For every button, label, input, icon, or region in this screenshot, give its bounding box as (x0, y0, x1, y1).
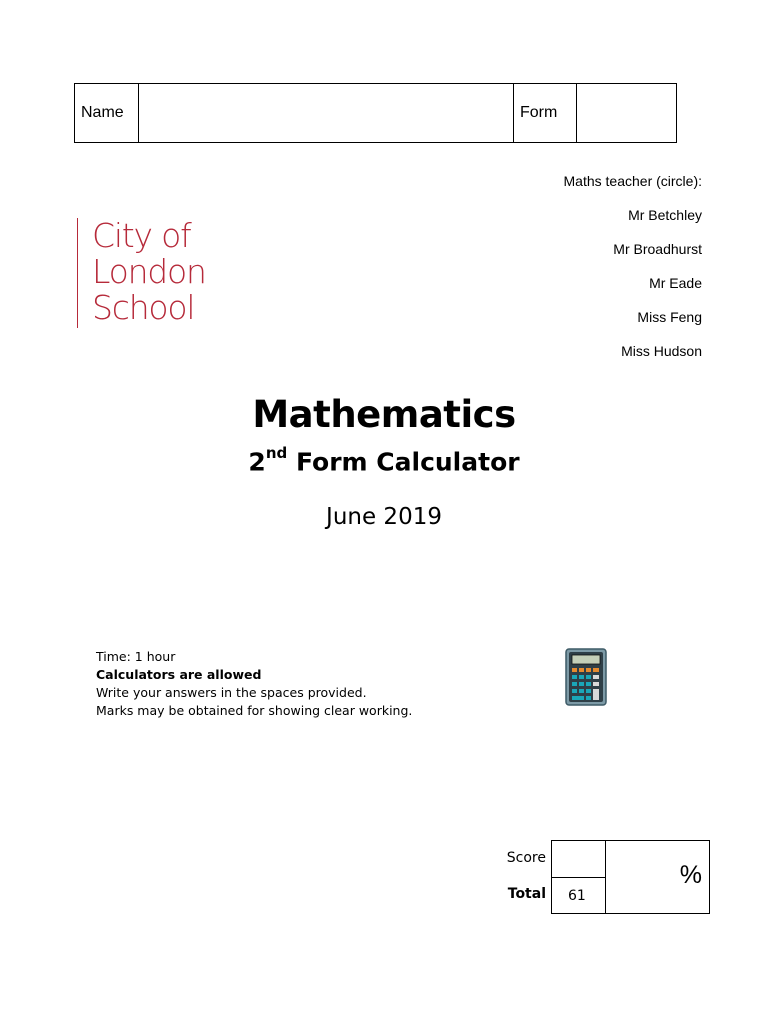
form-field[interactable] (577, 84, 676, 142)
page-subtitle (0, 444, 768, 477)
form-ordinal: nd (265, 444, 288, 462)
page-title: Mathematics (252, 393, 516, 436)
teacher-option[interactable]: Mr Eade (649, 275, 702, 291)
teacher-option[interactable]: Miss Hudson (621, 343, 702, 359)
form-label: Form (514, 84, 577, 142)
score-field[interactable] (552, 841, 605, 877)
school-logo (77, 218, 206, 328)
answers-instruction: Write your answers in the spaces provided. (96, 685, 367, 700)
teacher-list (442, 171, 702, 375)
teacher-heading: Maths teacher (circle): (563, 173, 702, 189)
calculator-icon (565, 648, 607, 706)
instructions (96, 648, 412, 720)
total-label: Total (507, 886, 546, 902)
exam-date: June 2019 (326, 504, 442, 530)
percent-symbol: % (679, 861, 702, 889)
logo-line: City of (92, 216, 191, 255)
score-labels (480, 840, 546, 912)
subtitle-rest: Form Calculator (287, 447, 520, 477)
score-table (551, 840, 710, 914)
logo-line: London (92, 252, 206, 291)
form-number: 2 (248, 447, 266, 477)
name-field[interactable] (139, 84, 514, 142)
name-form-table (74, 83, 677, 143)
teacher-option[interactable]: Mr Betchley (628, 207, 702, 223)
total-value: 61 (568, 888, 586, 904)
time-instruction: Time: 1 hour (96, 649, 176, 664)
teacher-option[interactable]: Mr Broadhurst (613, 241, 702, 257)
score-label: Score (506, 850, 546, 866)
marks-instruction: Marks may be obtained for showing clear working. (96, 703, 413, 718)
name-label: Name (75, 84, 139, 142)
logo-line: School (92, 288, 195, 327)
calculator-instruction: Calculators are allowed (96, 667, 262, 682)
teacher-option[interactable]: Miss Feng (637, 309, 702, 325)
